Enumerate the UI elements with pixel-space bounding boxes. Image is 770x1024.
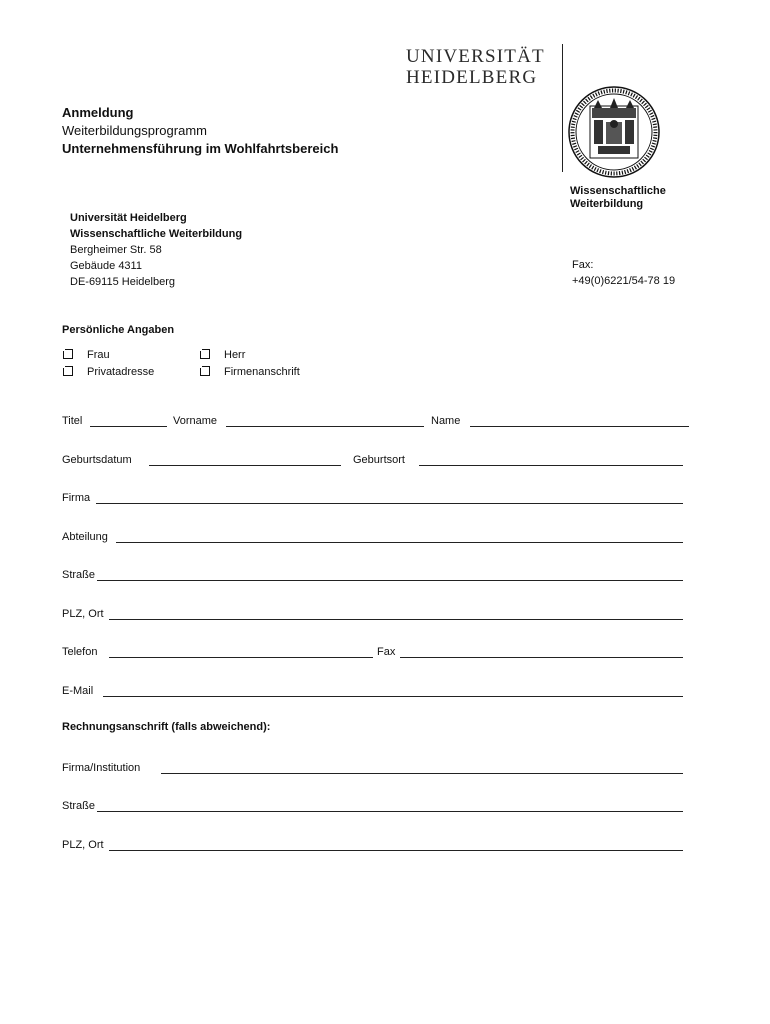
field-label-firma-institution: Firma/Institution [62, 762, 141, 774]
department-name-line1: Wissenschaftliche [570, 185, 666, 197]
checkbox-herr[interactable] [200, 349, 210, 359]
field-label-firma: Firma [62, 492, 91, 504]
address-line: Gebäude 4311 [70, 260, 142, 272]
field-line-abteilung[interactable] [116, 542, 683, 543]
field-label-abteilung: Abteilung [62, 531, 108, 543]
checkbox-firmenanschrift[interactable] [200, 366, 210, 376]
program-title: Unternehmensführung im Wohlfahrtsbereich [62, 141, 339, 156]
field-line-email[interactable] [103, 696, 683, 697]
checkbox-label-frau: Frau [87, 349, 110, 361]
address-line: Universität Heidelberg [70, 212, 187, 224]
department-name-line2: Weiterbildung [570, 198, 644, 210]
fax-label: Fax: [572, 259, 594, 271]
header-divider [562, 44, 563, 172]
address-line: Wissenschaftliche Weiterbildung [70, 228, 243, 240]
field-label-strasse: Straße [62, 569, 96, 581]
university-name-line2: HEIDELBERG [406, 67, 538, 88]
field-label-fax: Fax [377, 646, 396, 658]
field-label-billing-plz-ort: PLZ, Ort [62, 839, 104, 851]
checkbox-label-herr: Herr [224, 349, 246, 361]
field-line-name[interactable] [470, 426, 689, 427]
field-line-fax[interactable] [400, 657, 683, 658]
field-line-strasse[interactable] [97, 580, 683, 581]
form-subheading: Weiterbildungsprogramm [62, 123, 207, 138]
university-name-line1: UNIVERSITÄT [406, 46, 545, 67]
field-label-titel: Titel [62, 415, 83, 427]
field-label-email: E-Mail [62, 685, 94, 697]
field-label-plz-ort: PLZ, Ort [62, 608, 104, 620]
field-line-firma-institution[interactable] [161, 773, 683, 774]
field-line-vorname[interactable] [226, 426, 424, 427]
form-heading: Anmeldung [62, 105, 134, 120]
field-label-telefon: Telefon [62, 646, 98, 658]
field-label-vorname: Vorname [173, 415, 218, 427]
field-line-geburtsort[interactable] [419, 465, 683, 466]
field-label-geburtsort: Geburtsort [353, 454, 405, 466]
field-label-billing-strasse: Straße [62, 800, 96, 812]
recipient-address [70, 210, 242, 290]
field-line-plz-ort[interactable] [109, 619, 683, 620]
address-line: DE-69115 Heidelberg [70, 276, 175, 288]
field-line-telefon[interactable] [109, 657, 373, 658]
checkbox-label-privatadresse: Privatadresse [87, 366, 155, 378]
field-line-titel[interactable] [90, 426, 167, 427]
university-seal-logo [568, 86, 660, 178]
field-line-billing-plz-ort[interactable] [109, 850, 683, 851]
field-label-name: Name [431, 415, 461, 427]
checkbox-privatadresse[interactable] [63, 366, 73, 376]
field-line-geburtsdatum[interactable] [149, 465, 341, 466]
section-title-billing: Rechnungsanschrift (falls abweichend): [62, 721, 271, 733]
section-title-personal: Persönliche Angaben [62, 324, 175, 336]
checkbox-frau[interactable] [63, 349, 73, 359]
checkbox-label-firmenanschrift: Firmenanschrift [224, 366, 300, 378]
address-line: Bergheimer Str. 58 [70, 244, 162, 256]
field-label-geburtsdatum: Geburtsdatum [62, 454, 132, 466]
fax-number: +49(0)6221/54-78 19 [572, 275, 676, 287]
field-line-billing-strasse[interactable] [97, 811, 683, 812]
field-line-firma[interactable] [96, 503, 683, 504]
